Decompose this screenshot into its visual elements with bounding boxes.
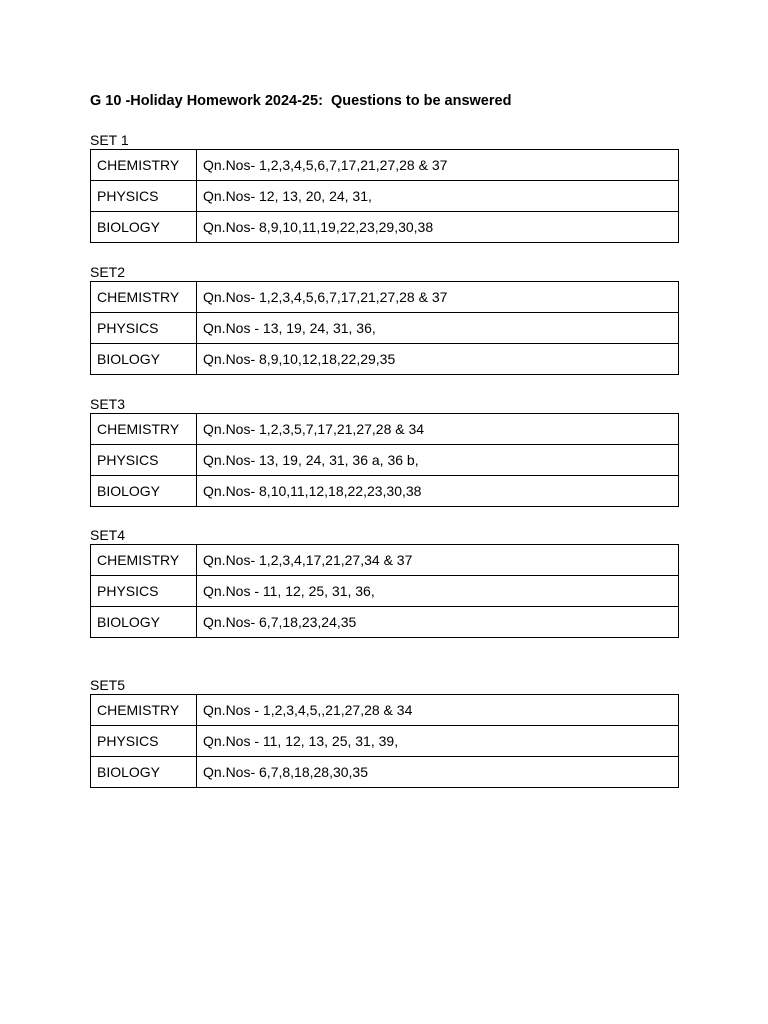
page-title: G 10 -Holiday Homework 2024-25: Questions to be answered <box>90 93 512 109</box>
subject-cell: CHEMISTRY <box>91 695 197 726</box>
table-row <box>91 181 679 212</box>
questions-cell: Qn.Nos- 1,2,3,4,5,6,7,17,21,27,28 & 37 <box>197 150 679 181</box>
questions-cell: Qn.Nos- 1,2,3,4,17,21,27,34 & 37 <box>197 545 679 576</box>
table-row <box>91 476 679 507</box>
subject-cell: PHYSICS <box>91 726 197 757</box>
set-4-label: SET4 <box>90 527 126 543</box>
subject-cell: CHEMISTRY <box>91 282 197 313</box>
table-row <box>91 150 679 181</box>
subject-cell: CHEMISTRY <box>91 414 197 445</box>
questions-cell: Qn.Nos- 1,2,3,4,5,6,7,17,21,27,28 & 37 <box>197 282 679 313</box>
set-1-label: SET 1 <box>90 132 129 148</box>
table-row <box>91 545 679 576</box>
table-row <box>91 282 679 313</box>
set-4-block <box>90 526 679 638</box>
questions-cell: Qn.Nos- 13, 19, 24, 31, 36 a, 36 b, <box>197 445 679 476</box>
set-1-table <box>90 149 679 243</box>
questions-cell: Qn.Nos - 13, 19, 24, 31, 36, <box>197 313 679 344</box>
questions-cell: Qn.Nos- 8,9,10,12,18,22,29,35 <box>197 344 679 375</box>
table-row <box>91 414 679 445</box>
questions-cell: Qn.Nos - 1,2,3,4,5,,21,27,28 & 34 <box>197 695 679 726</box>
subject-cell: PHYSICS <box>91 181 197 212</box>
table-row <box>91 344 679 375</box>
subject-cell: PHYSICS <box>91 445 197 476</box>
set-4-table <box>90 544 679 638</box>
table-row <box>91 726 679 757</box>
subject-cell: BIOLOGY <box>91 212 197 243</box>
set-3-label: SET3 <box>90 396 126 412</box>
set-2-label: SET2 <box>90 264 126 280</box>
set-3-block <box>90 395 679 507</box>
questions-cell: Qn.Nos - 11, 12, 13, 25, 31, 39, <box>197 726 679 757</box>
subject-cell: BIOLOGY <box>91 757 197 788</box>
subject-cell: CHEMISTRY <box>91 150 197 181</box>
questions-cell: Qn.Nos - 11, 12, 25, 31, 36, <box>197 576 679 607</box>
set-2-table <box>90 281 679 375</box>
set-5-label: SET5 <box>90 677 126 693</box>
table-row <box>91 212 679 243</box>
subject-cell: PHYSICS <box>91 576 197 607</box>
questions-cell: Qn.Nos- 6,7,8,18,28,30,35 <box>197 757 679 788</box>
subject-cell: BIOLOGY <box>91 476 197 507</box>
table-row <box>91 445 679 476</box>
questions-cell: Qn.Nos- 12, 13, 20, 24, 31, <box>197 181 679 212</box>
questions-cell: Qn.Nos- 8,9,10,11,19,22,23,29,30,38 <box>197 212 679 243</box>
set-5-block <box>90 676 679 788</box>
questions-cell: Qn.Nos- 8,10,11,12,18,22,23,30,38 <box>197 476 679 507</box>
table-row <box>91 695 679 726</box>
table-row <box>91 607 679 638</box>
set-5-table <box>90 694 679 788</box>
table-row <box>91 757 679 788</box>
questions-cell: Qn.Nos- 1,2,3,5,7,17,21,27,28 & 34 <box>197 414 679 445</box>
set-2-block <box>90 263 679 375</box>
set-3-table <box>90 413 679 507</box>
subject-cell: BIOLOGY <box>91 344 197 375</box>
table-row <box>91 576 679 607</box>
subject-cell: PHYSICS <box>91 313 197 344</box>
subject-cell: BIOLOGY <box>91 607 197 638</box>
set-1-block <box>90 131 679 243</box>
subject-cell: CHEMISTRY <box>91 545 197 576</box>
questions-cell: Qn.Nos- 6,7,18,23,24,35 <box>197 607 679 638</box>
table-row <box>91 313 679 344</box>
